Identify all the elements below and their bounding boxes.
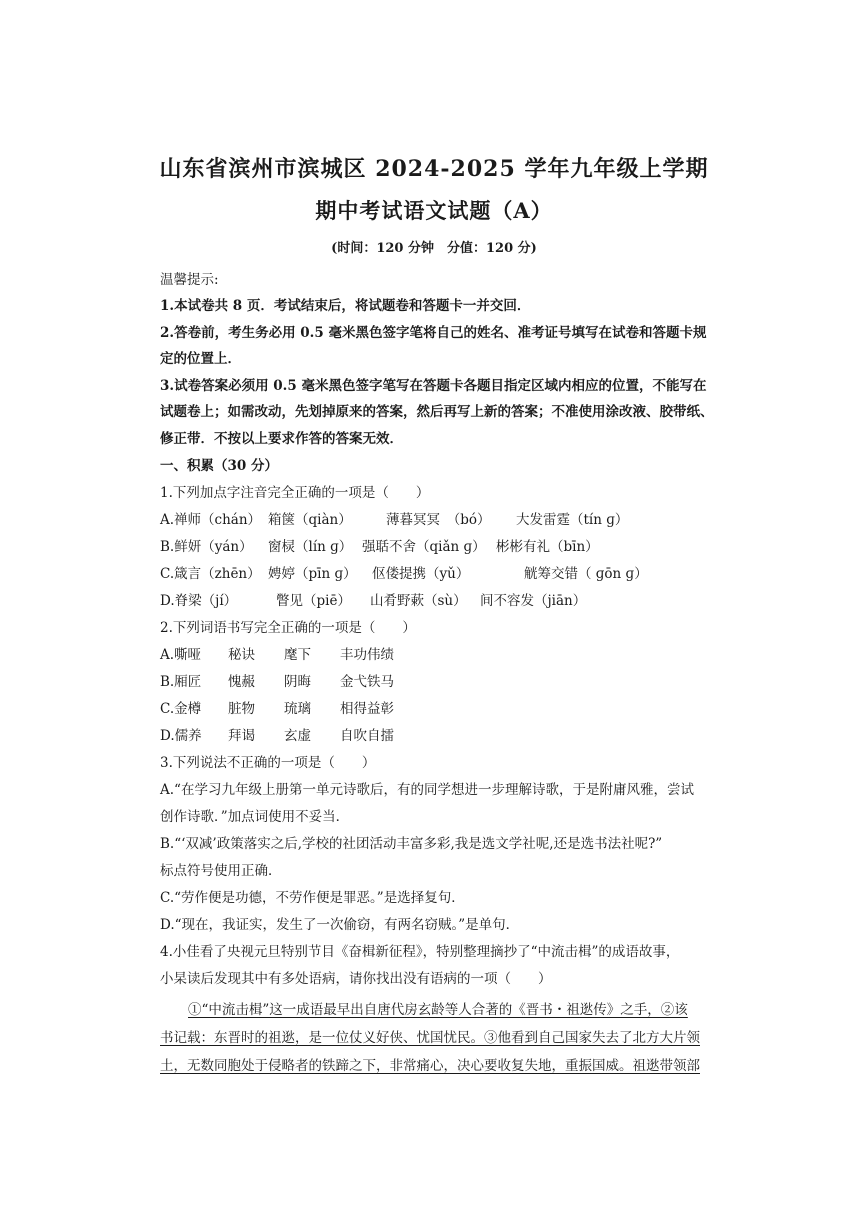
statement-line: B.“‘双减’政策落实之后,学校的社团活动丰富多彩,我是选文学社呢,还是选书法社呢?”	[160, 836, 663, 852]
option-cell: A.禅师（chán）	[160, 512, 262, 528]
exam-meta: (时间：120 分钟 分值：120 分)	[331, 241, 537, 256]
option-cell: 山肴野蔌（sù）	[370, 593, 467, 609]
option-cell: 脏物	[228, 701, 255, 717]
question-stem: 4.小佳看了央视元旦特别节目《奋楫新征程》，特别整理摘抄了“中流击楫”的成语故事，	[160, 944, 680, 960]
option-cell: 彬彬有礼（bīn）	[496, 539, 599, 555]
tip-line: 定的位置上．	[160, 351, 241, 367]
passage-line: 书记载：东晋时的祖逖，是一位仗义好侠、忧国忧民。③他看到自己国家失去了北方大片领	[160, 1030, 700, 1046]
option-cell: 玄虚	[284, 728, 311, 744]
option-cell: C.箴言（zhēn）	[160, 566, 261, 582]
option-cell: B.厢匠	[160, 674, 202, 690]
option-cell: 薄暮冥冥 （bó）	[386, 512, 491, 528]
tip-line: 修正带．不按以上要求作答的答案无效．	[160, 431, 403, 447]
option-cell: 大发雷霆（tín ɡ）	[516, 512, 629, 528]
section-heading: 一、积累（30 分）	[160, 458, 278, 474]
option-cell: 箱箧（qiàn）	[268, 512, 352, 528]
option-cell: 秘诀	[228, 647, 255, 663]
option-cell: A.嘶哑	[160, 647, 202, 663]
passage-line: ①“中流击楫”这一成语最早出自唐代房玄龄等人合著的《晋书・祖逖传》之手，②该	[188, 1002, 688, 1018]
option-cell: 麾下	[284, 647, 311, 663]
option-cell: 阴晦	[284, 674, 311, 690]
option-row	[160, 508, 628, 528]
option-cell: D.儒养	[160, 728, 202, 744]
option-cell: 丰功伟绩	[340, 647, 394, 663]
option-cell: 瞥见（piē）	[276, 593, 351, 609]
option-cell: 窗棂（lín ɡ）	[268, 539, 353, 555]
tip-line: 1.本试卷共 8 页．考试结束后，将试题卷和答题卡一并交回．	[160, 298, 531, 314]
option-cell: 相得益彰	[340, 701, 394, 717]
option-cell: 愧赧	[228, 674, 255, 690]
tip-line: 3.试卷答案必须用 0.5 毫米黑色签字笔写在答题卡各题目指定区域内相应的位置，不能写在	[160, 378, 707, 394]
question-stem: 3.下列说法不正确的一项是（ ）	[160, 755, 376, 771]
statement-line: 创作诗歌．”加点词使用不妥当．	[160, 809, 350, 825]
exam-title-line1: 山东省滨州市滨城区 2024-2025 学年九年级上学期	[159, 156, 709, 182]
statement-line: D.“现在，我证实，发生了一次偷窃，有两名窃贼。”是单句．	[160, 917, 520, 933]
exam-title-line2: 期中考试语文试题（A）	[315, 198, 553, 223]
question-stem: 2.下列词语书写完全正确的一项是（ ）	[160, 620, 416, 636]
option-row	[160, 724, 394, 744]
option-cell: 金弋铁马	[340, 674, 394, 690]
option-row	[160, 697, 394, 717]
tip-line: 2.答卷前，考生务必用 0.5 毫米黑色签字笔将自己的姓名、准考证号填写在试卷和答题卡规	[160, 325, 707, 341]
option-row	[160, 535, 599, 555]
option-row	[160, 589, 586, 609]
option-cell: 间不容发（jiān）	[480, 593, 587, 609]
question-stem: 1.下列加点字注音完全正确的一项是（ ）	[160, 485, 430, 501]
option-cell: 琉璃	[284, 701, 311, 717]
option-cell: C.金樽	[160, 701, 202, 717]
option-cell: 伛偻提携（yǔ）	[372, 566, 470, 582]
option-cell: 强聒不舍（qiǎn ɡ）	[362, 539, 486, 555]
tips-heading: 温馨提示:	[160, 272, 219, 288]
statement-line: C.“劳作便是功德，不劳作便是罪恶。”是选择复句．	[160, 890, 465, 906]
option-cell: B.鲜妍（yán）	[160, 539, 253, 555]
passage-line: 土，无数同胞处于侵略者的铁蹄之下，非常痛心，决心要收复失地，重振国威。祖逖带领部	[160, 1058, 700, 1074]
option-cell: 觥筹交错（ ɡōn ɡ）	[524, 566, 648, 582]
statement-line: 标点符号使用正确．	[160, 863, 282, 879]
option-row	[160, 562, 648, 582]
option-cell: 娉婷（pīn ɡ）	[268, 566, 357, 582]
option-row	[160, 670, 394, 690]
option-cell: 自吹自擂	[340, 728, 394, 744]
option-row	[160, 643, 394, 663]
option-cell: 拜谒	[228, 728, 255, 744]
question-stem: 小杲读后发现其中有多处语病，请你找出没有语病的一项（ ）	[160, 971, 552, 987]
tip-line: 试题卷上；如需改动，先划掉原来的答案，然后再写上新的答案；不准使用涂改液、胶带纸、	[160, 404, 714, 420]
option-cell: D.脊梁（jí）	[160, 593, 238, 609]
statement-line: A.“在学习九年级上册第一单元诗歌后，有的同学想进一步理解诗歌，于是附庸风雅，尝试	[160, 782, 694, 798]
